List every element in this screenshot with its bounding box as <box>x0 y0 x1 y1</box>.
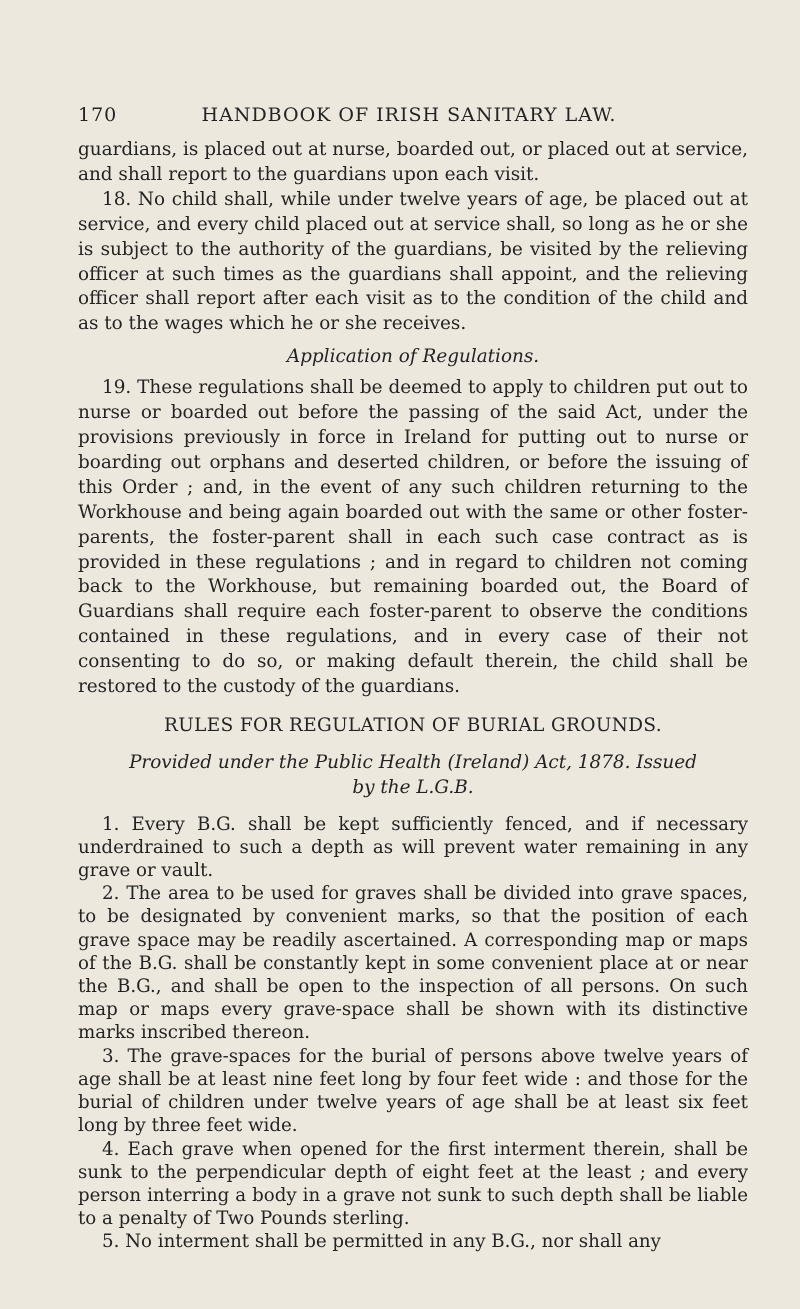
rule-1: 1. Every B.G. shall be kept sufficiently fenced, and if necessary underdrained to such a depth as will prevent water remaining in any grave or vault. <box>78 813 748 882</box>
rule-5: 5. No interment shall be permitted in any B.G., nor shall any <box>102 1231 661 1253</box>
running-title: HANDBOOK OF IRISH SANITARY LAW. <box>201 104 617 126</box>
rule-3: 3. The grave-spaces for the burial of persons above twelve years of age shall be at least nine feet long by four feet wide : and those for the burial of children under twelve years of age shall be at least six feet long by three feet wide. <box>78 1045 748 1137</box>
section-heading-application: Application of Regulations. <box>286 346 540 368</box>
page-header <box>78 104 740 134</box>
page-number: 170 <box>78 104 118 126</box>
section-heading-rules: RULES FOR REGULATION OF BURIAL GROUNDS. <box>164 714 662 736</box>
provided-line-2: by the L.G.B. <box>352 776 474 798</box>
rule-4: 4. Each grave when opened for the first interment therein, shall be sunk to the perpendicular depth of eight feet at the least ; and every person interring a body in a grave not sunk to such depth shall be liable to a penalty of Two Pounds sterling. <box>78 1138 748 1230</box>
paragraph-19: 19. These regulations shall be deemed to apply to children put out to nurse or boarded out before the passing of the said Act, under the provisions previously in force in Ireland for putting out to nurse or boarding out orphans and deserted children, or before the issuing of this Order ; and, in the event of any such children returning to the Workhouse and being again boarded out with the same or other foster-parents, the foster-parent shall in each such case contract as is provided in these regulations ; and in regard to children not coming back to the Workhouse, but remaining boarded out, the Board of Guardians shall require each foster-parent to observe the conditions contained in these regulations, and in every case of their not consenting to do so, or making default therein, the child shall be restored to the custody of the guardians. <box>78 377 748 698</box>
provided-under-note <box>78 751 748 801</box>
page-body <box>78 138 748 1254</box>
rules-list <box>78 813 748 1254</box>
provided-line-1: Provided under the Public Health (Ireland) Act, 1878. Issued <box>129 751 697 773</box>
rule-2: 2. The area to be used for graves shall be divided into grave spaces, to be designated by convenient marks, so that the position of each grave space may be readily ascertained. A corresponding map or maps of the B.G. shall be constantly kept in some convenient place at or near the B.G., and shall be open to the inspection of all persons. On such map or maps every grave-space shall be shown with its distinctive marks inscribed thereon. <box>78 883 748 1044</box>
paragraph-18: 18. No child shall, while under twelve years of age, be placed out at service, and every child placed out at service shall, so long as he or she is subject to the authority of the guardians, be visited by the relieving officer at such times as the guardians shall appoint, and the relieving officer shall report after each visit as to the condition of the child and as to the wages which he or she receives. <box>78 188 748 335</box>
paragraph-continued: guardians, is placed out at nurse, boarded out, or placed out at service, and shall report to the guardians upon each visit. <box>78 139 748 185</box>
